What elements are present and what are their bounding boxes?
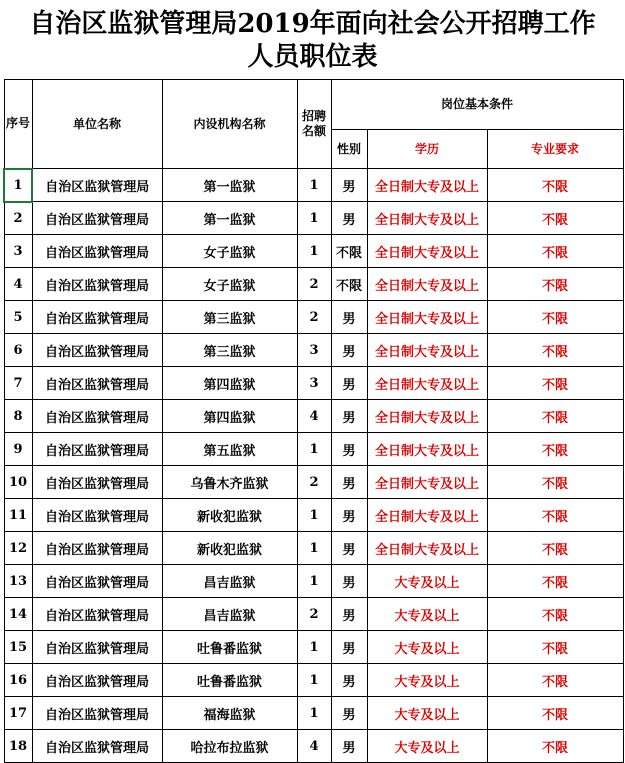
table-row [4, 433, 623, 466]
major-cell: 不限 [487, 334, 623, 367]
gender-cell: 男 [331, 433, 367, 466]
quota-cell: 2 [297, 466, 331, 499]
seq-cell: 3 [4, 235, 32, 268]
education-cell: 大专及以上 [367, 697, 487, 730]
header-seq: 序号 [4, 80, 32, 169]
unit-cell: 自治区监狱管理局 [32, 730, 162, 763]
seq-cell: 1 [4, 169, 32, 202]
education-cell: 大专及以上 [367, 565, 487, 598]
education-cell: 大专及以上 [367, 598, 487, 631]
dept-cell: 第四监狱 [162, 400, 297, 433]
dept-cell: 第四监狱 [162, 367, 297, 400]
table-row [4, 268, 623, 301]
major-cell: 不限 [487, 664, 623, 697]
table-row [4, 697, 623, 730]
seq-cell: 4 [4, 268, 32, 301]
quota-cell: 1 [297, 631, 331, 664]
major-cell: 不限 [487, 433, 623, 466]
gender-cell: 男 [331, 367, 367, 400]
major-cell: 不限 [487, 301, 623, 334]
unit-cell: 自治区监狱管理局 [32, 235, 162, 268]
header-conditions: 岗位基本条件 [331, 80, 623, 130]
quota-cell: 2 [297, 301, 331, 334]
gender-cell: 男 [331, 301, 367, 334]
quota-cell: 4 [297, 400, 331, 433]
unit-cell: 自治区监狱管理局 [32, 334, 162, 367]
table-row [4, 565, 623, 598]
major-cell: 不限 [487, 400, 623, 433]
gender-cell: 男 [331, 400, 367, 433]
unit-cell: 自治区监狱管理局 [32, 400, 162, 433]
table-row [4, 664, 623, 697]
quota-cell: 1 [297, 565, 331, 598]
gender-cell: 不限 [331, 268, 367, 301]
gender-cell: 男 [331, 466, 367, 499]
dept-cell: 昌吉监狱 [162, 598, 297, 631]
major-cell: 不限 [487, 697, 623, 730]
header-unit: 单位名称 [32, 80, 162, 169]
unit-cell: 自治区监狱管理局 [32, 433, 162, 466]
unit-cell: 自治区监狱管理局 [32, 367, 162, 400]
quota-cell: 1 [297, 664, 331, 697]
gender-cell: 男 [331, 499, 367, 532]
seq-cell: 5 [4, 301, 32, 334]
major-cell: 不限 [487, 466, 623, 499]
unit-cell: 自治区监狱管理局 [32, 598, 162, 631]
quota-cell: 1 [297, 202, 331, 235]
major-cell: 不限 [487, 631, 623, 664]
table-row [4, 598, 623, 631]
education-cell: 全日制大专及以上 [367, 235, 487, 268]
table-row [4, 499, 623, 532]
major-cell: 不限 [487, 598, 623, 631]
gender-cell: 男 [331, 202, 367, 235]
major-cell: 不限 [487, 268, 623, 301]
seq-cell: 9 [4, 433, 32, 466]
seq-cell: 14 [4, 598, 32, 631]
education-cell: 全日制大专及以上 [367, 301, 487, 334]
seq-cell: 6 [4, 334, 32, 367]
unit-cell: 自治区监狱管理局 [32, 268, 162, 301]
seq-cell: 15 [4, 631, 32, 664]
quota-cell: 1 [297, 499, 331, 532]
quota-cell: 1 [297, 697, 331, 730]
seq-cell: 11 [4, 499, 32, 532]
seq-cell: 8 [4, 400, 32, 433]
dept-cell: 第一监狱 [162, 202, 297, 235]
gender-cell: 男 [331, 598, 367, 631]
gender-cell: 男 [331, 664, 367, 697]
gender-cell: 男 [331, 730, 367, 763]
quota-cell: 3 [297, 367, 331, 400]
dept-cell: 女子监狱 [162, 268, 297, 301]
table-row [4, 301, 623, 334]
table-row [4, 334, 623, 367]
unit-cell: 自治区监狱管理局 [32, 664, 162, 697]
unit-cell: 自治区监狱管理局 [32, 532, 162, 565]
unit-cell: 自治区监狱管理局 [32, 697, 162, 730]
table-row [4, 466, 623, 499]
seq-cell: 18 [4, 730, 32, 763]
gender-cell: 不限 [331, 235, 367, 268]
unit-cell: 自治区监狱管理局 [32, 301, 162, 334]
education-cell: 全日制大专及以上 [367, 367, 487, 400]
education-cell: 大专及以上 [367, 730, 487, 763]
dept-cell: 昌吉监狱 [162, 565, 297, 598]
unit-cell: 自治区监狱管理局 [32, 169, 162, 202]
title-line-1: 自治区监狱管理局2019年面向社会公开招聘工作 [29, 9, 596, 39]
dept-cell: 吐鲁番监狱 [162, 664, 297, 697]
table-row [4, 367, 623, 400]
unit-cell: 自治区监狱管理局 [32, 565, 162, 598]
table-row [4, 532, 623, 565]
seq-cell: 10 [4, 466, 32, 499]
table-row [4, 169, 623, 202]
dept-cell: 第三监狱 [162, 301, 297, 334]
unit-cell: 自治区监狱管理局 [32, 466, 162, 499]
gender-cell: 男 [331, 169, 367, 202]
unit-cell: 自治区监狱管理局 [32, 631, 162, 664]
positions-table [3, 79, 624, 763]
major-cell: 不限 [487, 730, 623, 763]
seq-cell: 2 [4, 202, 32, 235]
header-gender: 性别 [331, 130, 367, 169]
education-cell: 全日制大专及以上 [367, 202, 487, 235]
education-cell: 大专及以上 [367, 631, 487, 664]
dept-cell: 第三监狱 [162, 334, 297, 367]
unit-cell: 自治区监狱管理局 [32, 202, 162, 235]
education-cell: 大专及以上 [367, 664, 487, 697]
dept-cell: 第五监狱 [162, 433, 297, 466]
dept-cell: 女子监狱 [162, 235, 297, 268]
dept-cell: 新收犯监狱 [162, 499, 297, 532]
seq-cell: 12 [4, 532, 32, 565]
page-title [0, 0, 625, 78]
quota-cell: 4 [297, 730, 331, 763]
table-row [4, 235, 623, 268]
education-cell: 全日制大专及以上 [367, 268, 487, 301]
gender-cell: 男 [331, 334, 367, 367]
major-cell: 不限 [487, 499, 623, 532]
dept-cell: 吐鲁番监狱 [162, 631, 297, 664]
gender-cell: 男 [331, 697, 367, 730]
seq-cell: 17 [4, 697, 32, 730]
education-cell: 全日制大专及以上 [367, 169, 487, 202]
major-cell: 不限 [487, 367, 623, 400]
major-cell: 不限 [487, 202, 623, 235]
education-cell: 全日制大专及以上 [367, 334, 487, 367]
quota-cell: 1 [297, 169, 331, 202]
major-cell: 不限 [487, 532, 623, 565]
quota-cell: 1 [297, 532, 331, 565]
header-major: 专业要求 [487, 130, 623, 169]
dept-cell: 新收犯监狱 [162, 532, 297, 565]
education-cell: 全日制大专及以上 [367, 499, 487, 532]
dept-cell: 第一监狱 [162, 169, 297, 202]
seq-cell: 7 [4, 367, 32, 400]
table-row [4, 202, 623, 235]
header-dept: 内设机构名称 [162, 80, 297, 169]
dept-cell: 福海监狱 [162, 697, 297, 730]
seq-cell: 16 [4, 664, 32, 697]
header-education: 学历 [367, 130, 487, 169]
education-cell: 全日制大专及以上 [367, 433, 487, 466]
unit-cell: 自治区监狱管理局 [32, 499, 162, 532]
seq-cell: 13 [4, 565, 32, 598]
gender-cell: 男 [331, 631, 367, 664]
gender-cell: 男 [331, 565, 367, 598]
quota-cell: 1 [297, 235, 331, 268]
dept-cell: 哈拉布拉监狱 [162, 730, 297, 763]
quota-cell: 2 [297, 598, 331, 631]
education-cell: 全日制大专及以上 [367, 400, 487, 433]
major-cell: 不限 [487, 235, 623, 268]
quota-cell: 2 [297, 268, 331, 301]
positions-table-body [4, 169, 623, 763]
education-cell: 全日制大专及以上 [367, 532, 487, 565]
table-row [4, 400, 623, 433]
table-row [4, 730, 623, 763]
table-row [4, 631, 623, 664]
quota-cell: 3 [297, 334, 331, 367]
title-line-2: 人员职位表 [247, 42, 378, 72]
education-cell: 全日制大专及以上 [367, 466, 487, 499]
major-cell: 不限 [487, 169, 623, 202]
quota-cell: 1 [297, 433, 331, 466]
dept-cell: 乌鲁木齐监狱 [162, 466, 297, 499]
major-cell: 不限 [487, 565, 623, 598]
header-quota: 招聘名额 [297, 80, 331, 169]
gender-cell: 男 [331, 532, 367, 565]
